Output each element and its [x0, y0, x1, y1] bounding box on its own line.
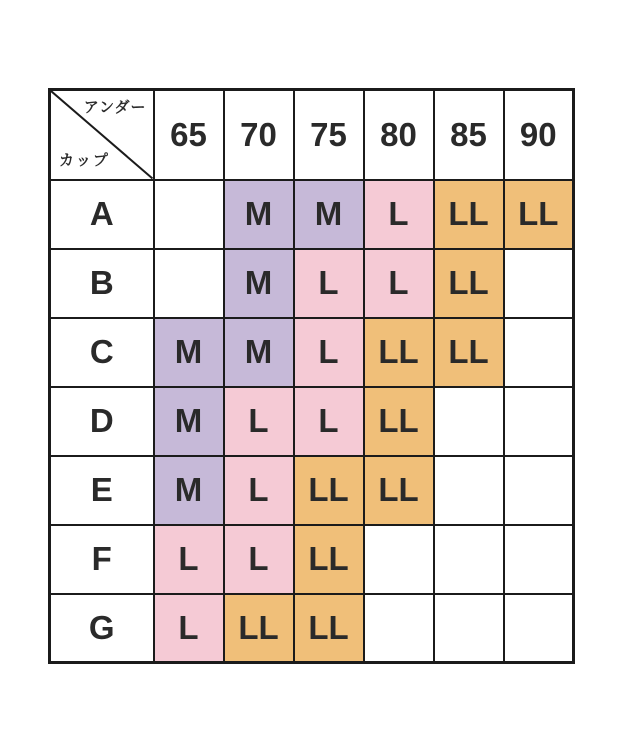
size-cell: M — [224, 249, 294, 318]
size-cell: L — [154, 594, 224, 663]
size-cell: LL — [364, 456, 434, 525]
underbust-label: アンダー — [83, 99, 147, 116]
cup-row-header: D — [50, 387, 154, 456]
size-cell: L — [294, 249, 364, 318]
empty-cell — [364, 525, 434, 594]
header-row — [50, 90, 574, 180]
cup-row-header: G — [50, 594, 154, 663]
size-cell: M — [154, 318, 224, 387]
table-row — [50, 180, 574, 249]
size-cell: LL — [434, 249, 504, 318]
empty-cell — [434, 387, 504, 456]
size-chart-table — [48, 88, 575, 664]
size-cell: LL — [364, 318, 434, 387]
size-cell: M — [224, 180, 294, 249]
table-row — [50, 249, 574, 318]
empty-cell — [154, 249, 224, 318]
size-cell: LL — [434, 318, 504, 387]
cup-row-header: A — [50, 180, 154, 249]
size-chart-header — [50, 90, 574, 180]
size-cell: M — [154, 456, 224, 525]
cup-label: カップ — [59, 151, 110, 169]
cup-row-header: F — [50, 525, 154, 594]
empty-cell — [504, 456, 574, 525]
empty-cell — [434, 525, 504, 594]
size-chart-body — [50, 180, 574, 663]
size-cell: M — [294, 180, 364, 249]
size-cell: LL — [294, 456, 364, 525]
column-header-65: 65 — [154, 90, 224, 180]
size-cell: L — [364, 249, 434, 318]
empty-cell — [504, 249, 574, 318]
table-row — [50, 456, 574, 525]
size-cell: L — [224, 525, 294, 594]
table-row — [50, 387, 574, 456]
corner-cell — [50, 90, 154, 180]
table-row — [50, 594, 574, 663]
size-cell: LL — [434, 180, 504, 249]
size-cell: L — [364, 180, 434, 249]
size-cell: M — [224, 318, 294, 387]
column-header-75: 75 — [294, 90, 364, 180]
size-cell: L — [224, 456, 294, 525]
size-cell: LL — [504, 180, 574, 249]
empty-cell — [364, 594, 434, 663]
size-cell: M — [154, 387, 224, 456]
cup-row-header: E — [50, 456, 154, 525]
empty-cell — [154, 180, 224, 249]
column-header-80: 80 — [364, 90, 434, 180]
size-cell: L — [294, 318, 364, 387]
size-cell: LL — [224, 594, 294, 663]
cup-row-header: C — [50, 318, 154, 387]
empty-cell — [504, 594, 574, 663]
empty-cell — [504, 318, 574, 387]
empty-cell — [504, 387, 574, 456]
empty-cell — [504, 525, 574, 594]
size-cell: L — [224, 387, 294, 456]
table-row — [50, 525, 574, 594]
size-cell: LL — [294, 525, 364, 594]
size-cell: L — [154, 525, 224, 594]
table-row — [50, 318, 574, 387]
empty-cell — [434, 594, 504, 663]
size-cell: LL — [364, 387, 434, 456]
cup-row-header: B — [50, 249, 154, 318]
column-header-70: 70 — [224, 90, 294, 180]
size-cell: L — [294, 387, 364, 456]
column-header-85: 85 — [434, 90, 504, 180]
size-cell: LL — [294, 594, 364, 663]
column-header-90: 90 — [504, 90, 574, 180]
empty-cell — [434, 456, 504, 525]
